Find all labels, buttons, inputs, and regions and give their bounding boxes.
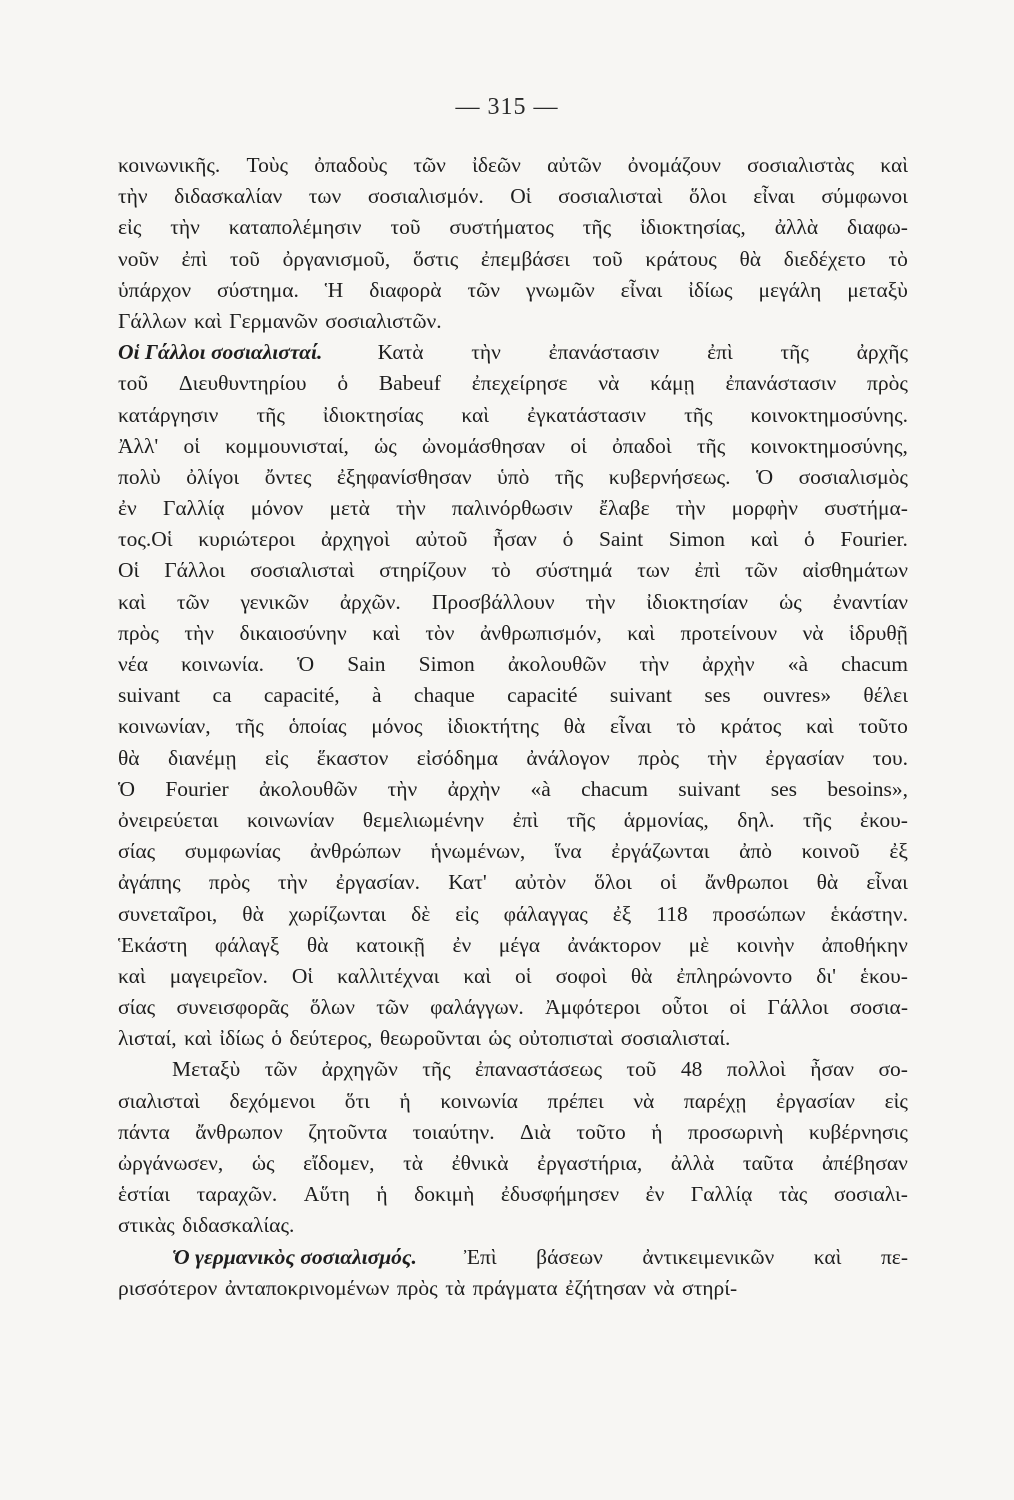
text-line: Οἱ Γάλλοι σοσιαλισταὶ στηρίζουν τὸ σύστημά των ἐπὶ τῶν αἰσθημάτων	[118, 558, 908, 583]
text-line: ὀνειρεύεται κοινωνίαν θεμελιωμένην ἐπὶ τῆς ἁρμονίας, δηλ. τῆς ἐκου-	[118, 807, 908, 832]
text-line: Ὁ Fourier ἀκολουθῶν τὴν ἀρχὴν «à chacum suivant ses besoins»,	[118, 776, 908, 801]
text-line: νέα κοινωνία. Ὁ Sain Simon ἀκολουθῶν τὴν ἀρχὴν «à chacum	[118, 652, 908, 676]
text-line: λισταί, καὶ ἰδίως ὁ δεύτερος, θεωροῦνται ὡς οὐτοπισταὶ σοσιαλισταί.	[118, 1026, 731, 1051]
text-line: suivant ca capacité, à chaque capacité suivant ses ouvres» θέλει	[118, 683, 908, 708]
text-line: τος.Οἱ κυριώτεροι ἀρχηγοὶ αὐτοῦ ἦσαν ὁ Saint Simon καὶ ὁ Fourier.	[118, 527, 908, 552]
text-line: ρισσότερον ἀνταποκρινομένων πρὸς τὰ πράγματα ἐζήτησαν νὰ στηρί-	[118, 1275, 738, 1300]
text-line: σιαλισταὶ δεχόμενοι ὅτι ἡ κοινωνία πρέπει νὰ παρέχῃ ἐργασίαν εἰς	[118, 1088, 908, 1113]
text-line: συνεταῖροι, θὰ χωρίζωνται δὲ εἰς φάλαγγας ἐξ 118 προσώπων ἑκάστην.	[118, 901, 908, 926]
text-line: ἐν Γαλλίᾳ μόνον μετὰ τὴν παλινόρθωσιν ἔλαβε τὴν μορφὴν συστήμα-	[118, 496, 908, 521]
text-line: σίας συμφωνίας ἀνθρώπων ἡνωμένων, ἵνα ἐργάζωνται ἀπὸ κοινοῦ ἐξ	[118, 839, 908, 864]
text-line: τοῦ Διευθυντηρίου ὁ Babeuf ἐπεχείρησε νὰ κάμῃ ἐπανάστασιν πρὸς	[118, 371, 908, 396]
text-line: πρὸς τὴν δικαιοσύνην καὶ τὸν ἀνθρωπισμόν, καὶ προτείνουν νὰ ἱδρυθῇ	[118, 620, 908, 645]
body-text	[118, 150, 908, 1304]
text-line: καὶ μαγειρεῖον. Οἱ καλλιτέχναι καὶ οἱ σοφοὶ θὰ ἐπληρώνοντο δι' ἑκου-	[118, 963, 908, 988]
paragraph	[118, 1054, 908, 1241]
text-line: τὴν διδασκαλίαν των σοσιαλισμόν. Οἱ σοσιαλισταὶ ὅλοι εἶναι σύμφωνοι	[118, 184, 908, 209]
text-line: καὶ τῶν γενικῶν ἀρχῶν. Προσβάλλουν τὴν ἰδιοκτησίαν ὡς ἐναντίαν	[118, 589, 908, 614]
text-line: πολὺ ὀλίγοι ὄντες ἐξηφανίσθησαν ὑπὸ τῆς κυβερνήσεως. Ὁ σοσιαλισμὸς	[118, 464, 908, 489]
text-line: στικὰς διδασκαλίας.	[118, 1213, 295, 1238]
text-line: ἀγάπης πρὸς τὴν ἐργασίαν. Κατ' αὐτὸν ὅλοι οἱ ἄνθρωποι θὰ εἶναι	[118, 870, 908, 895]
text-line: κατάργησιν τῆς ἰδιοκτησίας καὶ ἐγκατάστασιν τῆς κοινοκτημοσύνης.	[118, 402, 908, 427]
text-line: κοινωνικῆς. Τοὺς ὀπαδοὺς τῶν ἰδεῶν αὐτῶν ὀνομάζουν σοσιαλιστὰς καὶ	[118, 153, 908, 177]
text-line: θὰ διανέμῃ εἰς ἕκαστον εἰσόδημα ἀνάλογον πρὸς τὴν ἐργασίαν του.	[118, 745, 908, 770]
text-line: κοινωνίαν, τῆς ὁποίας μόνος ἰδιοκτήτης θὰ εἶναι τὸ κράτος καὶ τοῦτο	[118, 714, 908, 739]
page-number: — 315 —	[455, 94, 559, 120]
text-line: Ὁ γερμανικὸς σοσιαλισμός. Ἐπὶ βάσεων ἀντικειμενικῶν καὶ πε-	[118, 1242, 908, 1273]
text-line: νοῦν ἐπὶ τοῦ ὀργανισμοῦ, ὅστις ἐπεμβάσει τοῦ κράτους θὰ διεδέχετο τὸ	[118, 246, 908, 271]
text-line: ὠργάνωσεν, ὡς εἴδομεν, τὰ ἐθνικὰ ἐργαστήρια, ἀλλὰ ταῦτα ἀπέβησαν	[118, 1151, 908, 1175]
text-line: εἰς τὴν καταπολέμησιν τοῦ συστήματος τῆς ἰδιοκτησίας, ἀλλὰ διαφω-	[118, 215, 908, 240]
text-line: Μεταξὺ τῶν ἀρχηγῶν τῆς ἐπαναστάσεως τοῦ 48 πολλοὶ ἦσαν σο-	[172, 1057, 908, 1082]
text-line: πάντα ἄνθρωπον ζητοῦντα τοιαύτην. Διὰ τοῦτο ἡ προσωρινὴ κυβέρνησις	[118, 1119, 908, 1144]
text-line: σίας συνεισφορᾶς ὅλων τῶν φαλάγγων. Ἀμφότεροι οὗτοι οἱ Γάλλοι σοσια-	[118, 995, 908, 1020]
text-line: Ἀλλ' οἱ κομμουνισταί, ὡς ὠνομάσθησαν οἱ ὀπαδοὶ τῆς κοινοκτημοσύνης,	[118, 433, 908, 458]
text-line: Γάλλων καὶ Γερμανῶν σοσιαλιστῶν.	[118, 308, 442, 333]
section-heading: Ὁ γερμανικὸς σοσιαλισμός.	[172, 1244, 417, 1269]
section-heading: Οἱ Γάλλοι σοσιαλισταί.	[118, 340, 323, 365]
text-line: Οἱ Γάλλοι σοσιαλισταί. Κατὰ τὴν ἐπανάστασιν ἐπὶ τῆς ἀρχῆς	[118, 337, 908, 368]
paragraph	[118, 1242, 908, 1304]
paragraph	[118, 150, 908, 337]
text-line: ἑστίαι ταραχῶν. Αὕτη ἡ δοκιμὴ ἐδυσφήμησεν ἐν Γαλλίᾳ τὰς σοσιαλι-	[118, 1182, 908, 1207]
paragraph	[118, 337, 908, 1054]
text-line: Ἑκάστη φάλαγξ θὰ κατοικῇ ἐν μέγα ἀνάκτορον μὲ κοινὴν ἀποθήκην	[118, 932, 908, 957]
text-line: ὑπάρχον σύστημα. Ἡ διαφορὰ τῶν γνωμῶν εἶναι ἰδίως μεγάλη μεταξὺ	[118, 277, 908, 302]
